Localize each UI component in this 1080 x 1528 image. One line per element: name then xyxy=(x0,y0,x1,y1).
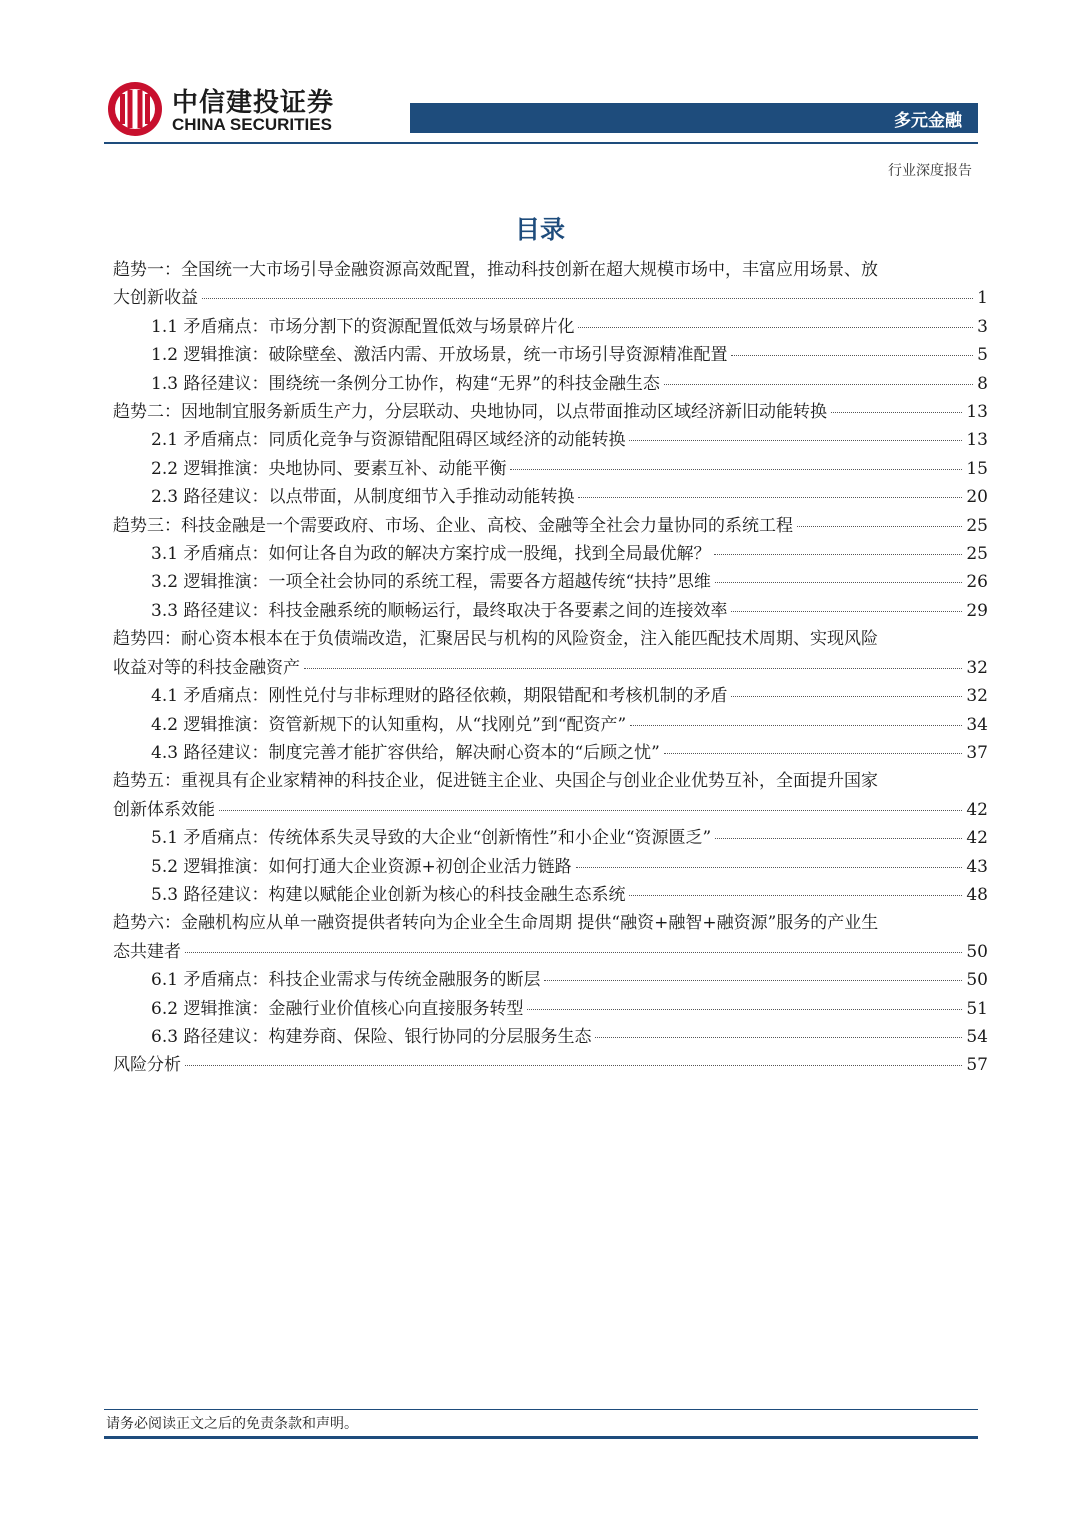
toc-entry-text: 5.2 逻辑推演：如何打通大企业资源+初创企业活力链路 xyxy=(151,856,572,877)
toc-leader-dots xyxy=(715,581,963,583)
toc-leader-dots xyxy=(715,837,962,839)
logo-chinese-name: 中信建投证券 xyxy=(172,88,335,118)
toc-page-number: 29 xyxy=(966,600,988,621)
toc-page-number: 51 xyxy=(966,998,988,1019)
toc-entry-line xyxy=(151,597,988,625)
toc-entry-line xyxy=(151,711,988,739)
toc-entry-text: 4.2 逻辑推演：资管新规下的认知重构，从“找刚兑”到“配资产” xyxy=(151,714,627,735)
toc-entry-line xyxy=(151,853,988,881)
toc-leader-dots xyxy=(527,1008,962,1010)
toc-entry-text-continued: 大创新收益 xyxy=(113,288,198,309)
toc-entry-chapter[interactable] xyxy=(113,767,988,824)
toc-entry-text-continued: 创新体系效能 xyxy=(113,799,215,820)
toc-entry-chapter[interactable] xyxy=(113,512,988,540)
toc-page-number: 48 xyxy=(966,884,988,905)
toc-entry-text: 2.1 矛盾痛点：同质化竞争与资源错配阻碍区域经济的动能转换 xyxy=(151,430,626,451)
toc-page-number: 43 xyxy=(966,856,988,877)
toc-entry-section[interactable] xyxy=(113,455,988,483)
toc-entry-section[interactable] xyxy=(113,597,988,625)
toc-entry-text: 6.3 路径建议：构建券商、保险、银行协同的分层服务生态 xyxy=(151,1026,592,1047)
toc-leader-dots xyxy=(629,439,962,441)
toc-entry-text: 趋势一：全国统一大市场引导金融资源高效配置，推动科技创新在超大规模市场中，丰富应用场景、放 xyxy=(113,260,878,280)
toc-entry-section[interactable] xyxy=(113,995,988,1023)
toc-entry-text: 趋势二：因地制宜服务新质生产力，分层联动、央地协同，以点带面推动区域经济新旧动能转换 xyxy=(113,402,827,423)
toc-page-number: 34 xyxy=(966,714,988,735)
toc-title: 目录 xyxy=(514,215,565,244)
toc-entry-text-continued: 收益对等的科技金融资产 xyxy=(113,657,300,678)
toc-entry-line xyxy=(113,654,988,682)
toc-page-number: 3 xyxy=(977,316,988,337)
toc-entry-chapter[interactable] xyxy=(113,625,988,682)
toc-leader-dots xyxy=(630,724,962,726)
toc-page-number: 50 xyxy=(966,941,988,962)
toc-page-number: 13 xyxy=(966,402,988,423)
toc-entry-text: 2.3 路径建议：以点带面，从制度细节入手推动动能转换 xyxy=(151,487,575,508)
toc-leader-dots xyxy=(576,866,963,868)
toc-page-number: 1 xyxy=(977,288,988,309)
toc-entry-text: 1.1 矛盾痛点：市场分割下的资源配置低效与场景碎片化 xyxy=(151,316,575,337)
toc-entry-text: 4.3 路径建议：制度完善才能扩容供给，解决耐心资本的“后顾之忧” xyxy=(151,742,660,763)
toc-leader-dots xyxy=(731,610,962,612)
toc-entry-text: 5.3 路径建议：构建以赋能企业创新为核心的科技金融生态系统 xyxy=(151,884,626,905)
toc-entry-line xyxy=(113,1051,988,1079)
toc-leader-dots xyxy=(595,1036,962,1038)
toc-page-number: 42 xyxy=(966,828,988,849)
toc-entry-section[interactable] xyxy=(113,540,988,568)
toc-page-number: 25 xyxy=(966,515,988,536)
footer-rule-thick xyxy=(104,1436,978,1439)
toc-entry-text: 趋势三：科技金融是一个需要政府、市场、企业、高校、金融等全社会力量协同的系统工程 xyxy=(113,515,793,536)
toc-leader-dots xyxy=(797,525,962,527)
toc-entry-line xyxy=(113,512,988,540)
toc-entry-section[interactable] xyxy=(113,853,988,881)
toc-entry-text: 1.2 逻辑推演：破除壁垒、激活内需、开放场景，统一市场引导资源精准配置 xyxy=(151,345,728,366)
toc-entry-line xyxy=(151,739,988,767)
toc-entry-line xyxy=(151,483,988,511)
toc-page-number: 8 xyxy=(977,373,988,394)
toc-page-number: 15 xyxy=(966,458,988,479)
toc-entry-text: 6.1 矛盾痛点：科技企业需求与传统金融服务的断层 xyxy=(151,970,541,991)
table-of-contents xyxy=(113,256,988,1080)
toc-entry-text: 4.1 矛盾痛点：刚性兑付与非标理财的路径依赖，期限错配和考核机制的矛盾 xyxy=(151,686,728,707)
toc-entry-chapter[interactable] xyxy=(113,398,988,426)
page-header xyxy=(0,0,1080,200)
logo-emblem-icon xyxy=(106,80,164,138)
toc-leader-dots xyxy=(202,297,973,299)
toc-entry-text: 趋势五：重视具有企业家精神的科技企业，促进链主企业、央国企与创业企业优势互补，全面提升国家 xyxy=(113,771,878,792)
toc-leader-dots xyxy=(714,553,962,555)
toc-entry-line xyxy=(151,313,988,341)
toc-page-number: 42 xyxy=(966,799,988,820)
toc-entry-section[interactable] xyxy=(113,711,988,739)
toc-entry-line xyxy=(151,1023,988,1051)
toc-entry-text: 趋势四：耐心资本根本在于负债端改造，汇聚居民与机构的风险资金，注入能匹配技术周期、实现风险 xyxy=(113,629,878,650)
toc-leader-dots xyxy=(731,354,973,356)
toc-leader-dots xyxy=(510,468,962,470)
toc-entry-line xyxy=(113,796,988,824)
toc-page-number: 5 xyxy=(977,345,988,366)
toc-entry-text: 5.1 矛盾痛点：传统体系失灵导致的大企业“创新惰性”和小企业“资源匮乏” xyxy=(151,828,712,849)
toc-entry-line xyxy=(151,540,988,568)
logo-english-name: CHINA SECURITIES xyxy=(172,115,332,134)
toc-entry-text: 3.2 逻辑推演：一项全社会协同的系统工程，需要各方超越传统“扶持”思维 xyxy=(151,572,711,593)
toc-entry-chapter[interactable] xyxy=(113,1051,988,1079)
toc-page-number: 20 xyxy=(966,487,988,508)
toc-page-number: 54 xyxy=(966,1026,988,1047)
toc-entry-text: 风险分析 xyxy=(113,1055,181,1076)
toc-entry-line xyxy=(151,966,988,994)
toc-entry-text-continued: 态共建者 xyxy=(113,941,181,962)
toc-page-number: 37 xyxy=(966,742,988,763)
toc-leader-dots xyxy=(831,411,962,413)
toc-page-number: 32 xyxy=(966,657,988,678)
toc-entry-chapter[interactable] xyxy=(113,909,988,966)
toc-entry-section[interactable] xyxy=(113,682,988,710)
toc-entry-line xyxy=(151,682,988,710)
toc-entry-text: 1.3 路径建议：围绕统一条例分工协作，构建“无界”的科技金融生态 xyxy=(151,373,660,394)
toc-page-number: 50 xyxy=(966,970,988,991)
toc-entry-text: 3.3 路径建议：科技金融系统的顺畅运行，最终取决于各要素之间的连接效率 xyxy=(151,600,728,621)
toc-leader-dots xyxy=(185,951,962,953)
toc-page-number: 32 xyxy=(966,686,988,707)
toc-entry-line xyxy=(113,938,988,966)
toc-leader-dots xyxy=(544,979,962,981)
toc-entry-section[interactable] xyxy=(113,966,988,994)
toc-entry-chapter[interactable] xyxy=(113,256,988,313)
toc-entry-line xyxy=(151,426,988,454)
toc-leader-dots xyxy=(664,383,973,385)
toc-leader-dots xyxy=(304,667,962,669)
toc-entry-text: 3.1 矛盾痛点：如何让各自为政的解决方案拧成一股绳，找到全局最优解？ xyxy=(151,544,711,565)
toc-page-number: 57 xyxy=(966,1055,988,1076)
toc-leader-dots xyxy=(629,894,962,896)
toc-entry-line xyxy=(151,824,988,852)
toc-entry-section[interactable] xyxy=(113,370,988,398)
toc-entry-section[interactable] xyxy=(113,881,988,909)
toc-entry-line xyxy=(151,370,988,398)
section-banner xyxy=(410,103,978,133)
toc-entry-text: 趋势六：金融机构应从单一融资提供者转向为企业全生命周期 提供“融资+融智+融资源”服务的产业生 xyxy=(113,913,879,934)
toc-entry-line xyxy=(151,455,988,483)
toc-page-number: 25 xyxy=(966,544,988,565)
toc-leader-dots xyxy=(219,809,962,811)
toc-leader-dots xyxy=(731,695,962,697)
toc-page-number: 26 xyxy=(966,572,988,593)
header-rule xyxy=(104,142,978,144)
toc-entry-section[interactable] xyxy=(113,426,988,454)
toc-leader-dots xyxy=(578,326,973,328)
toc-entry-text: 2.2 逻辑推演：央地协同、要素互补、动能平衡 xyxy=(151,458,507,479)
company-logo xyxy=(106,78,346,142)
toc-entry-line xyxy=(113,398,988,426)
toc-entry-section[interactable] xyxy=(113,739,988,767)
footer-rule-thin xyxy=(104,1409,978,1410)
toc-entry-section[interactable] xyxy=(113,341,988,369)
toc-entry-line xyxy=(151,341,988,369)
toc-entry-text: 6.2 逻辑推演：金融行业价值核心向直接服务转型 xyxy=(151,998,524,1019)
toc-entry-section[interactable] xyxy=(113,1023,988,1051)
footer-disclaimer: 请务必阅读正文之后的免责条款和声明。 xyxy=(106,1416,358,1432)
section-label: 多元金融 xyxy=(894,111,962,131)
toc-entry-line xyxy=(151,881,988,909)
toc-entry-section[interactable] xyxy=(113,824,988,852)
toc-entry-line xyxy=(113,284,988,312)
toc-entry-line xyxy=(151,995,988,1023)
toc-page-number: 13 xyxy=(966,430,988,451)
toc-leader-dots xyxy=(578,496,962,498)
toc-entry-line xyxy=(151,568,988,596)
report-type-label: 行业深度报告 xyxy=(888,163,972,179)
toc-entry-section[interactable] xyxy=(113,483,988,511)
toc-leader-dots xyxy=(664,752,963,754)
toc-leader-dots xyxy=(185,1064,962,1066)
toc-entry-section[interactable] xyxy=(113,568,988,596)
toc-entry-section[interactable] xyxy=(113,313,988,341)
